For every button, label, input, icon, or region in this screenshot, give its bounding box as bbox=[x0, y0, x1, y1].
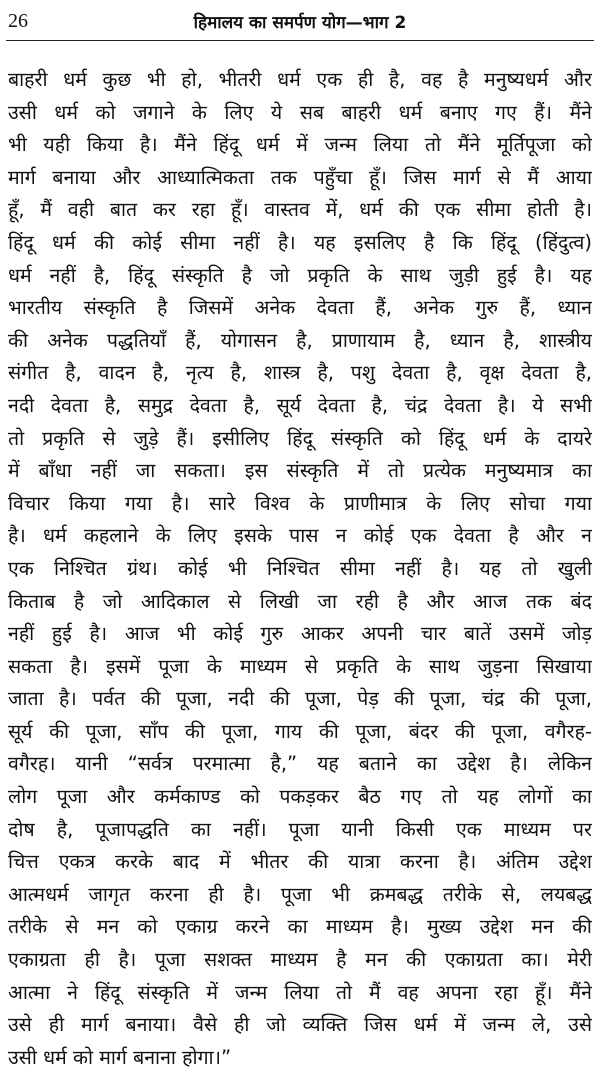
text-line: सकता है। इसमें पूजा के माध्यम से प्रकृति के साथ जुड़ना सिखाया bbox=[8, 654, 592, 678]
text-line: तो प्रकृति से जुड़े हैं। इसीलिए हिंदू संस्कृति को हिंदू धर्म के दायरे bbox=[8, 426, 592, 450]
text-line: उसी धर्म को जगाने के लिए ये सब बाहरी धर्म बनाए गए हैं। मैंने bbox=[8, 100, 592, 124]
header-divider bbox=[6, 40, 594, 41]
text-line: वगैरह। यानी “सर्वत्र परमात्मा है,” यह बताने का उद्देश है। लेकिन bbox=[8, 752, 592, 776]
text-line: भारतीय संस्कृति है जिसमें अनेक देवता हैं, अनेक गुरु हैं, ध्यान bbox=[8, 296, 592, 320]
text-line: हिंदू धर्म की कोई सीमा नहीं है। यह इसलिए है कि हिंदू (हिंदुत्व) bbox=[8, 230, 592, 254]
text-line: तरीके से मन को एकाग्र करने का माध्यम है। मुख्य उद्देश मन की bbox=[8, 915, 592, 939]
text-line: नहीं हुई है। आज भी कोई गुरु आकर अपनी चार बातें उसमें जोड़ bbox=[8, 622, 592, 646]
text-line: उसी धर्म को मार्ग बनाना होगा।” bbox=[8, 1045, 232, 1069]
text-line: हूँ, मैं वही बात कर रहा हूँ। वास्तव में, धर्म की एक सीमा होती है। bbox=[8, 198, 592, 222]
text-line: एक निश्चित ग्रंथ। कोई भी निश्चित सीमा नहीं है। यह तो खुली bbox=[8, 556, 592, 580]
body-text bbox=[8, 64, 592, 1074]
text-line: सूर्य की पूजा, साँप की पूजा, गाय की पूजा, बंदर की पूजा, वगैरह- bbox=[8, 719, 592, 743]
text-line: एकाग्रता ही है। पूजा सशक्त माध्यम है मन की एकाग्रता का। मेरी bbox=[8, 948, 592, 972]
text-line: चित्त एकत्र करके बाद में भीतर की यात्रा करना है। अंतिम उद्देश bbox=[8, 850, 592, 874]
text-line: दोष है, पूजापद्धति का नहीं। पूजा यानी किसी एक माध्यम पर bbox=[8, 817, 592, 841]
text-line: उसे ही मार्ग बनाया। वैसे ही जो व्यक्ति जिस धर्म में जन्म ले, उसे bbox=[8, 1013, 592, 1037]
text-line: में बाँधा नहीं जा सकता। इस संस्कृति में तो प्रत्येक मनुष्यमात्र का bbox=[8, 459, 592, 483]
text-line: जाता है। पर्वत की पूजा, नदी की पूजा, पेड़ की पूजा, चंद्र की पूजा, bbox=[8, 687, 592, 711]
text-line: मार्ग बनाया और आध्यात्मिकता तक पहुँचा हूँ। जिस मार्ग से मैं आया bbox=[8, 165, 592, 189]
text-line: संगीत है, वादन है, नृत्य है, शास्त्र है, पशु देवता है, वृक्ष देवता है, bbox=[8, 361, 592, 385]
text-line: विचार किया गया है। सारे विश्व के प्राणीमात्र के लिए सोचा गया bbox=[8, 491, 592, 515]
text-line: बाहरी धर्म कुछ भी हो, भीतरी धर्म एक ही है, वह है मनुष्यधर्म और bbox=[8, 68, 592, 91]
text-line: भी यही किया है। मैंने हिंदू धर्म में जन्म लिया तो मैंने मूर्तिपूजा को bbox=[8, 133, 592, 157]
text-line: आत्मा ने हिंदू संस्कृति में जन्म लिया तो मैं वह अपना रहा हूँ। मैंने bbox=[8, 980, 592, 1004]
page-number: 26 bbox=[8, 10, 28, 32]
text-line: नदी देवता है, समुद्र देवता है, सूर्य देवता है, चंद्र देवता है। ये सभी bbox=[8, 393, 592, 417]
page-header bbox=[6, 4, 594, 40]
text-line: आत्मधर्म जागृत करना ही है। पूजा भी क्रमबद्ध तरीके से, लयबद्ध bbox=[8, 882, 592, 906]
text-line: है। धर्म कहलाने के लिए इसके पास न कोई एक देवता है और न bbox=[8, 524, 592, 548]
text-line: लोग पूजा और कर्मकाण्ड को पकड़कर बैठ गए तो यह लोगों का bbox=[8, 785, 592, 809]
text-line: की अनेक पद्धतियाँ हैं, योगासन है, प्राणायाम है, ध्यान है, शास्त्रीय bbox=[8, 328, 592, 352]
text-line: धर्म नहीं है, हिंदू संस्कृति है जो प्रकृति के साथ जुड़ी हुई है। यह bbox=[8, 263, 592, 287]
text-line: किताब है जो आदिकाल से लिखी जा रही है और आज तक बंद bbox=[8, 589, 592, 613]
running-title: हिमालय का समर्पण योग—भाग 2 bbox=[193, 13, 407, 33]
